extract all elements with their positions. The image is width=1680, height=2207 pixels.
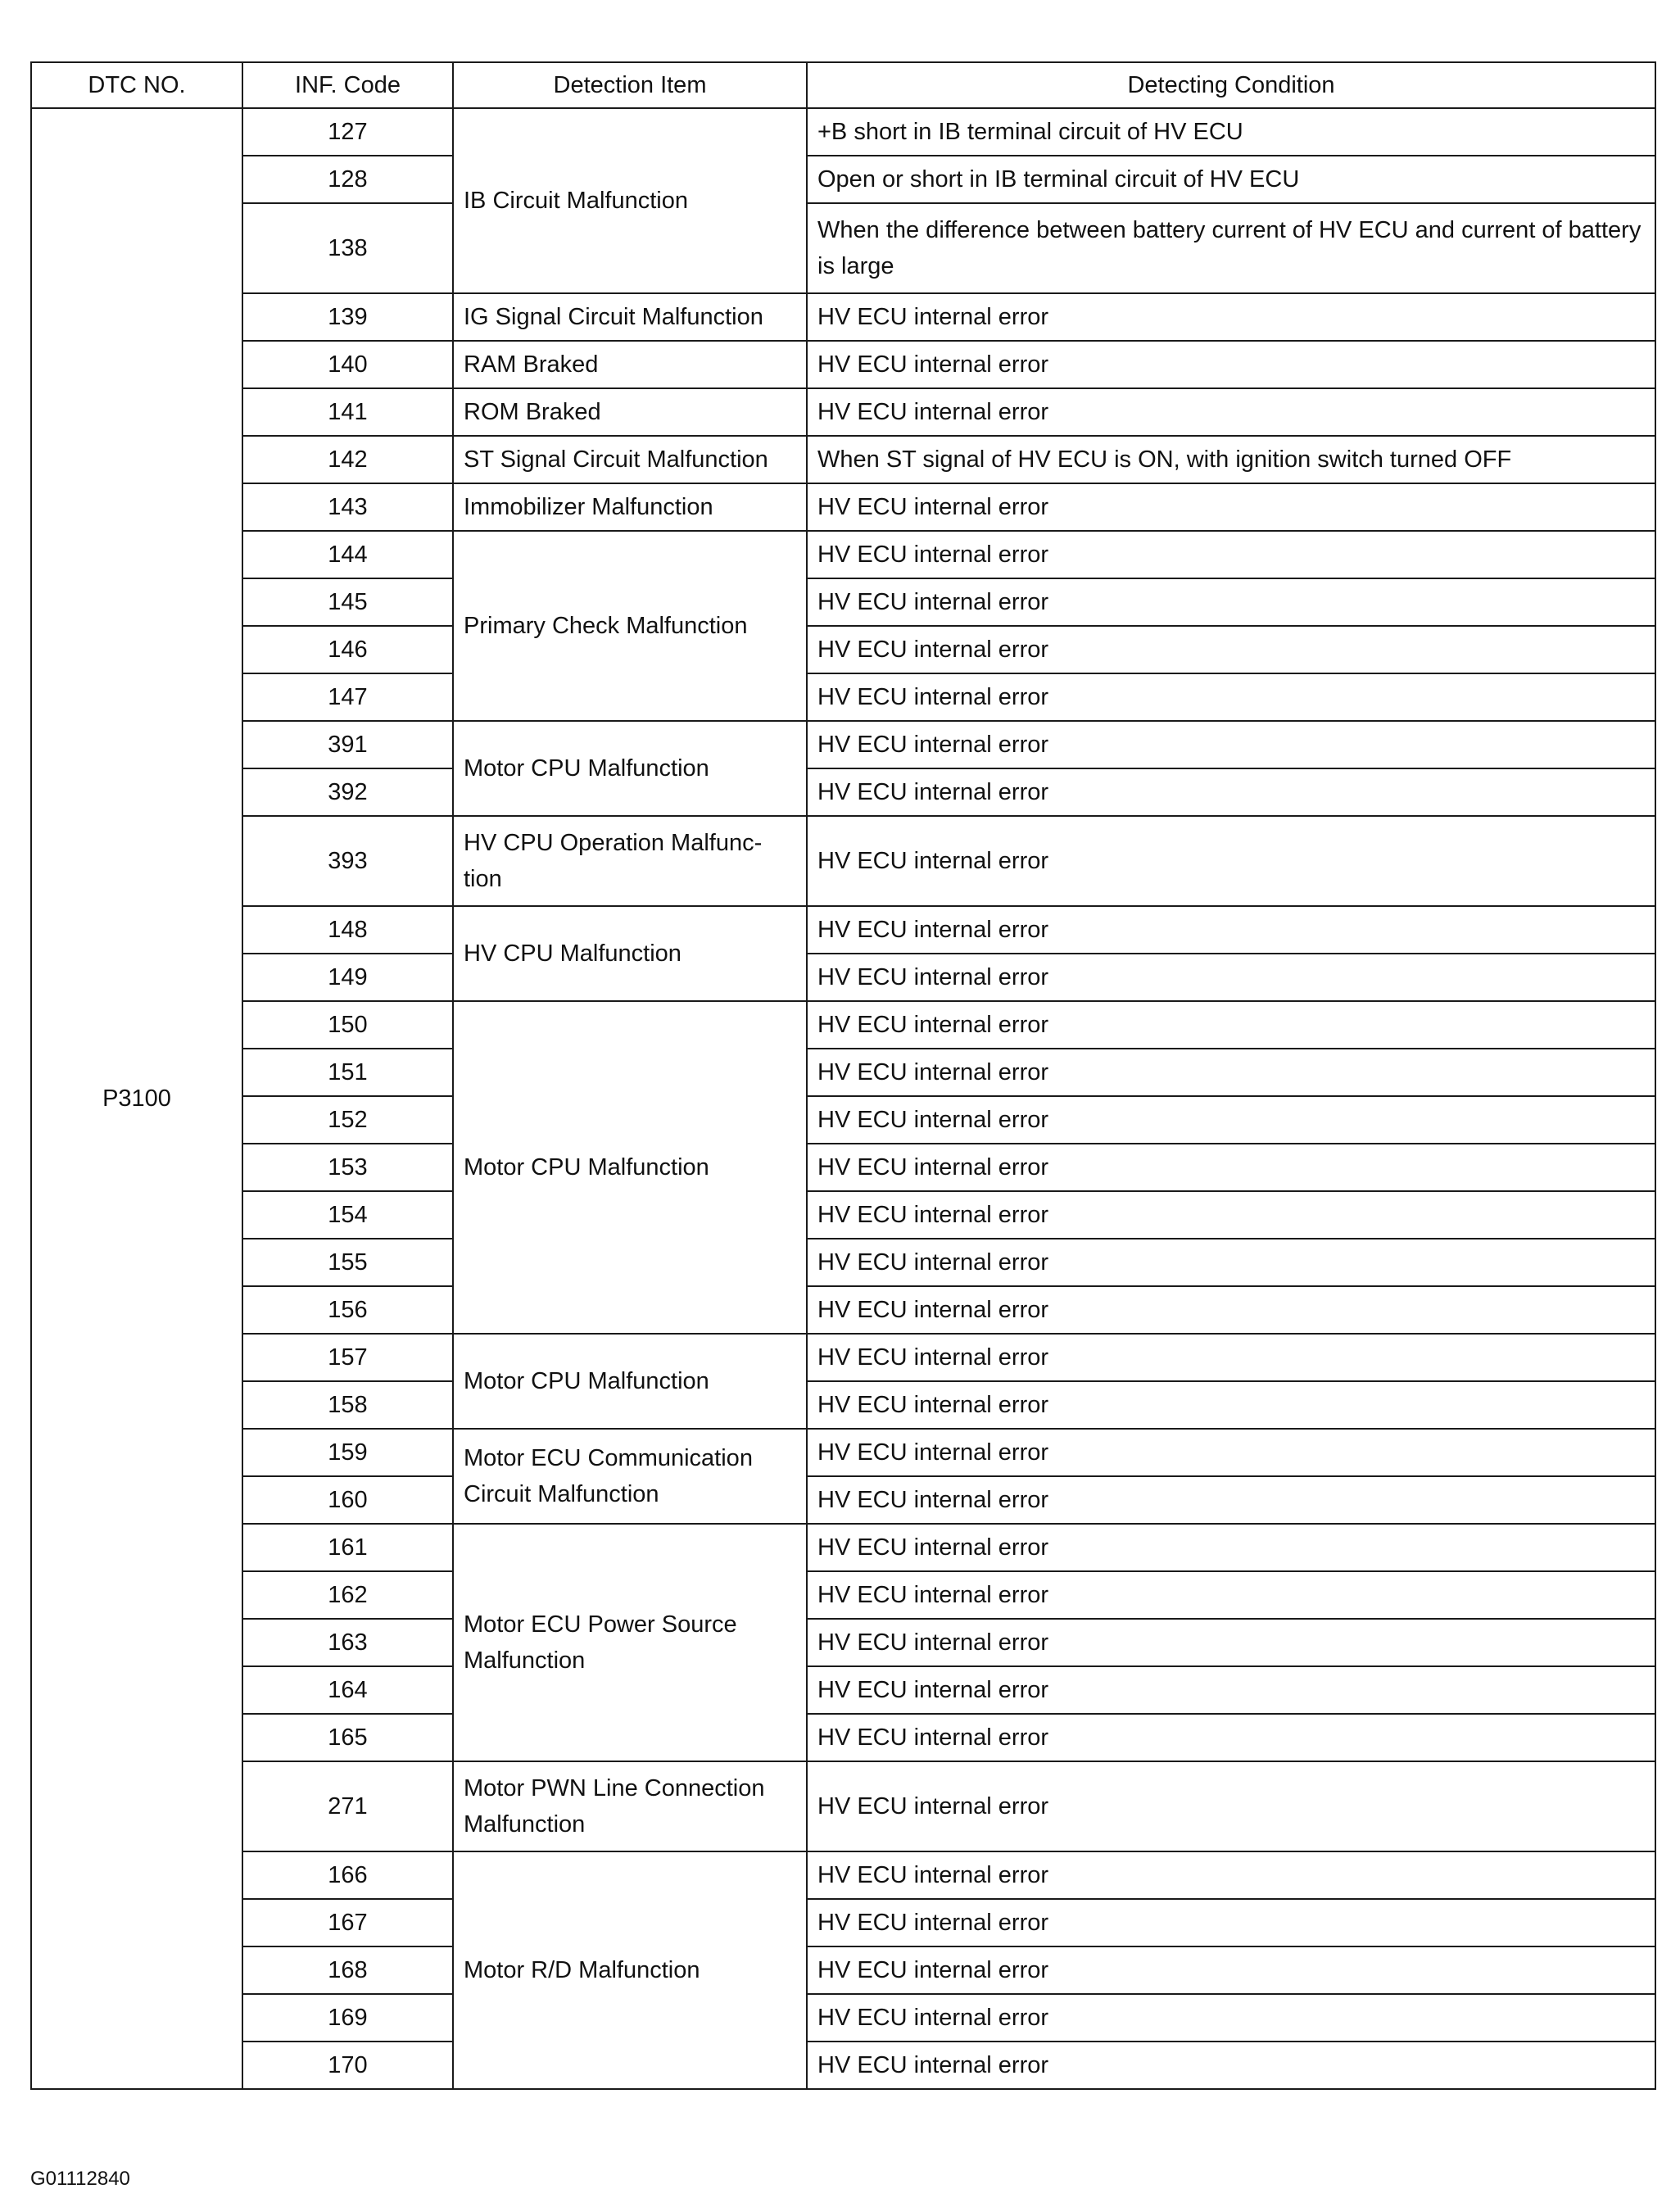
inf-code-cell: 271 [242, 1761, 453, 1851]
table-row [31, 1096, 1655, 1144]
inf-code-cell: 165 [242, 1714, 453, 1761]
table-row [31, 1381, 1655, 1429]
inf-code-cell: 128 [242, 156, 453, 203]
detection-item-cell: RAM Braked [453, 341, 807, 388]
inf-code-cell: 156 [242, 1286, 453, 1334]
detecting-condition-cell: HV ECU internal error [807, 293, 1655, 341]
inf-code-cell: 146 [242, 626, 453, 673]
dtc-table [30, 61, 1656, 2090]
detecting-condition-cell: HV ECU internal error [807, 1239, 1655, 1286]
inf-code-cell: 155 [242, 1239, 453, 1286]
header-inf-code: INF. Code [242, 62, 453, 108]
dtc-number-cell: P3100 [31, 108, 242, 2089]
detecting-condition-cell: HV ECU internal error [807, 1571, 1655, 1619]
detecting-condition-cell: HV ECU internal error [807, 954, 1655, 1001]
inf-code-cell: 163 [242, 1619, 453, 1666]
detecting-condition-cell: HV ECU internal error [807, 1381, 1655, 1429]
detection-item-cell: Motor CPU Malfunction [453, 1001, 807, 1334]
detection-item-cell: IG Signal Circuit Malfunction [453, 293, 807, 341]
inf-code-cell: 149 [242, 954, 453, 1001]
table-row [31, 483, 1655, 531]
inf-code-cell: 143 [242, 483, 453, 531]
detection-item-cell: HV CPU Malfunction [453, 906, 807, 1001]
detecting-condition-cell: HV ECU internal error [807, 388, 1655, 436]
detecting-condition-cell: HV ECU internal error [807, 1429, 1655, 1476]
inf-code-cell: 157 [242, 1334, 453, 1381]
detecting-condition-cell: HV ECU internal error [807, 1001, 1655, 1049]
detecting-condition-cell: Open or short in IB terminal circuit of HV ECU [807, 156, 1655, 203]
inf-code-cell: 127 [242, 108, 453, 156]
table-row [31, 1286, 1655, 1334]
detecting-condition-cell: HV ECU internal error [807, 1946, 1655, 1994]
header-detection-item: Detection Item [453, 62, 807, 108]
table-row [31, 816, 1655, 906]
inf-code-cell: 140 [242, 341, 453, 388]
detection-item-cell: Motor ECU Communication Circuit Malfunction [453, 1429, 807, 1524]
inf-code-cell: 391 [242, 721, 453, 768]
detection-item-cell: IB Circuit Malfunction [453, 108, 807, 293]
inf-code-cell: 393 [242, 816, 453, 906]
inf-code-cell: 167 [242, 1899, 453, 1946]
table-row [31, 1571, 1655, 1619]
inf-code-cell: 139 [242, 293, 453, 341]
table-row [31, 768, 1655, 816]
detecting-condition-cell: HV ECU internal error [807, 341, 1655, 388]
inf-code-cell: 147 [242, 673, 453, 721]
table-row [31, 436, 1655, 483]
table-row [31, 1476, 1655, 1524]
inf-code-cell: 151 [242, 1049, 453, 1096]
detecting-condition-cell: When the difference between battery current of HV ECU and current of battery is large [807, 203, 1655, 293]
document-code: G01112840 [30, 2168, 130, 2190]
detecting-condition-cell: HV ECU internal error [807, 1714, 1655, 1761]
table-row [31, 1899, 1655, 1946]
detection-item-cell: Primary Check Malfunction [453, 531, 807, 721]
inf-code-cell: 150 [242, 1001, 453, 1049]
table-row [31, 1429, 1655, 1476]
table-row [31, 1239, 1655, 1286]
table-row [31, 1524, 1655, 1571]
table-row [31, 721, 1655, 768]
table-row [31, 954, 1655, 1001]
inf-code-cell: 138 [242, 203, 453, 293]
detecting-condition-cell: HV ECU internal error [807, 816, 1655, 906]
table-body [31, 108, 1655, 2089]
inf-code-cell: 154 [242, 1191, 453, 1239]
inf-code-cell: 152 [242, 1096, 453, 1144]
detecting-condition-cell: HV ECU internal error [807, 1619, 1655, 1666]
inf-code-cell: 161 [242, 1524, 453, 1571]
header-detecting-condition: Detecting Condition [807, 62, 1655, 108]
detecting-condition-cell: HV ECU internal error [807, 626, 1655, 673]
table-row [31, 1619, 1655, 1666]
detecting-condition-cell: HV ECU internal error [807, 1144, 1655, 1191]
table-row [31, 531, 1655, 578]
table-row [31, 1851, 1655, 1899]
detecting-condition-cell: HV ECU internal error [807, 1524, 1655, 1571]
inf-code-cell: 170 [242, 2042, 453, 2089]
detecting-condition-cell: HV ECU internal error [807, 1286, 1655, 1334]
detecting-condition-cell: HV ECU internal error [807, 2042, 1655, 2089]
detection-item-cell: ST Signal Circuit Malfunction [453, 436, 807, 483]
detecting-condition-cell: HV ECU internal error [807, 1994, 1655, 2042]
inf-code-cell: 162 [242, 1571, 453, 1619]
detection-item-cell: ROM Braked [453, 388, 807, 436]
table-row [31, 578, 1655, 626]
detecting-condition-cell: HV ECU internal error [807, 1666, 1655, 1714]
table-row [31, 341, 1655, 388]
inf-code-cell: 145 [242, 578, 453, 626]
inf-code-cell: 144 [242, 531, 453, 578]
table-row [31, 1049, 1655, 1096]
inf-code-cell: 392 [242, 768, 453, 816]
detecting-condition-cell: HV ECU internal error [807, 1851, 1655, 1899]
table-row [31, 156, 1655, 203]
header-dtc-no: DTC NO. [31, 62, 242, 108]
detection-item-cell: Motor PWN Line Connection Malfunction [453, 1761, 807, 1851]
detection-item-cell: Motor R/D Malfunction [453, 1851, 807, 2089]
inf-code-cell: 166 [242, 1851, 453, 1899]
table-row [31, 626, 1655, 673]
detecting-condition-cell: HV ECU internal error [807, 483, 1655, 531]
detection-item-cell: Motor CPU Malfunction [453, 721, 807, 816]
detection-item-cell: Motor ECU Power Source Malfunction [453, 1524, 807, 1761]
detecting-condition-cell: HV ECU internal error [807, 1096, 1655, 1144]
detecting-condition-cell: HV ECU internal error [807, 1476, 1655, 1524]
inf-code-cell: 160 [242, 1476, 453, 1524]
table-header-row [31, 62, 1655, 108]
inf-code-cell: 142 [242, 436, 453, 483]
detecting-condition-cell: HV ECU internal error [807, 1191, 1655, 1239]
detecting-condition-cell: HV ECU internal error [807, 906, 1655, 954]
detection-item-cell: Motor CPU Malfunction [453, 1334, 807, 1429]
table-row [31, 1191, 1655, 1239]
table-row [31, 388, 1655, 436]
table-row [31, 293, 1655, 341]
detection-item-cell: HV CPU Operation Malfunc-tion [453, 816, 807, 906]
detecting-condition-cell: HV ECU internal error [807, 673, 1655, 721]
table-row [31, 1144, 1655, 1191]
detecting-condition-cell: HV ECU internal error [807, 1334, 1655, 1381]
table-row [31, 906, 1655, 954]
detecting-condition-cell: +B short in IB terminal circuit of HV ECU [807, 108, 1655, 156]
inf-code-cell: 158 [242, 1381, 453, 1429]
detecting-condition-cell: HV ECU internal error [807, 1761, 1655, 1851]
inf-code-cell: 164 [242, 1666, 453, 1714]
inf-code-cell: 159 [242, 1429, 453, 1476]
table-row [31, 1946, 1655, 1994]
table-row [31, 203, 1655, 293]
dtc-table-container [30, 61, 1655, 2090]
inf-code-cell: 148 [242, 906, 453, 954]
detecting-condition-cell: HV ECU internal error [807, 578, 1655, 626]
table-row [31, 1001, 1655, 1049]
inf-code-cell: 153 [242, 1144, 453, 1191]
table-row [31, 108, 1655, 156]
detection-item-cell: Immobilizer Malfunction [453, 483, 807, 531]
table-row [31, 1334, 1655, 1381]
inf-code-cell: 169 [242, 1994, 453, 2042]
detecting-condition-cell: HV ECU internal error [807, 768, 1655, 816]
table-row [31, 673, 1655, 721]
detecting-condition-cell: HV ECU internal error [807, 531, 1655, 578]
detecting-condition-cell: When ST signal of HV ECU is ON, with ignition switch turned OFF [807, 436, 1655, 483]
detecting-condition-cell: HV ECU internal error [807, 1049, 1655, 1096]
table-row [31, 2042, 1655, 2089]
table-row [31, 1994, 1655, 2042]
table-row [31, 1666, 1655, 1714]
inf-code-cell: 141 [242, 388, 453, 436]
table-row [31, 1714, 1655, 1761]
detecting-condition-cell: HV ECU internal error [807, 1899, 1655, 1946]
detecting-condition-cell: HV ECU internal error [807, 721, 1655, 768]
inf-code-cell: 168 [242, 1946, 453, 1994]
table-row [31, 1761, 1655, 1851]
